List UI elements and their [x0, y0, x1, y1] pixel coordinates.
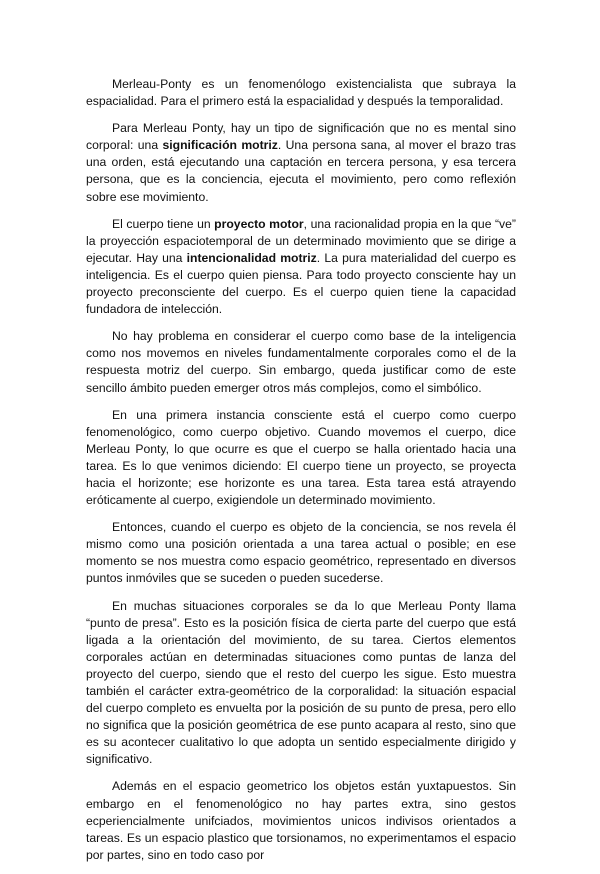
document-body — [86, 76, 516, 874]
paragraph-1-text: Merleau-Ponty es un fenomenólogo existencialista que subraya la espacialidad. Para el primero está la espacialidad y después la temporalidad. — [86, 77, 516, 109]
paragraph-5-text: En una primera instancia consciente está el cuerpo como cuerpo fenomenológico, como cuerpo objetivo. Cuando movemos el cuerpo, dice Merleau Ponty, lo que ocurre es que el cuerpo se halla orientado hacia una tarea. Es lo que venimos diciendo: El cuerpo tiene un proyecto, se proyecta hacia el horizonte; ese horizonte es una tarea. Esta tarea está atrayendo eróticamente al cuerpo, exigiendole un determinado movimiento. — [86, 407, 516, 508]
paragraph-3-text: , una racionalidad propia en la que “ve” la proyección espaciotemporal de un determinado movimiento que se dirige a ejecutar. Hay una — [86, 216, 516, 265]
paragraph-4 — [86, 328, 516, 396]
bold-term-intencionalidad-motriz: intencionalidad motriz — [186, 250, 317, 265]
paragraph-8 — [86, 778, 516, 863]
paragraph-3-text: . La pura materialidad del cuerpo es inteligencia. Es el cuerpo quien piensa. Para todo proyecto consciente hay un proyecto preconsciente del cuerpo. Es el cuerpo quien tiene la capacidad fundadora de intelección. — [86, 250, 516, 317]
paragraph-2 — [86, 120, 516, 205]
paragraph-4-text: No hay problema en considerar el cuerpo como base de la inteligencia como nos movemos en niveles fundamentalmente corporales como el de la respuesta motriz del cuerpo. Sin embargo, queda justificar como de este sencillo ámbito pueden emerger otros más complejos, como el simbólico. — [86, 329, 516, 395]
paragraph-7-text: En muchas situaciones corporales se da lo que Merleau Ponty llama “punto de presa”. Esto es la posición física de cierta parte del cuerpo que está ligada a la orientación del movimiento, de su tarea. Ciertos elementos corporales actúan en determinadas situaciones como puntas de lanza del proyecto del cuerpo, siendo que el resto del cuerpo les sigue. Esto muestra también el carácter extra-geométrico de la corporalidad: la situación espacial del cuerpo completo es envuelta por la posición de su punto de presa, pero ello no significa que la posición geométrica de ese punto acapara al resto, sino que es su acontecer cualitativo lo que adopta un sentido especialmente dirigido y significativo. — [86, 598, 516, 767]
bold-term-significacion-motriz: significación motriz — [162, 138, 278, 153]
paragraph-6-text: Entonces, cuando el cuerpo es objeto de la conciencia, se nos revela él mismo como una posición orientada a una tarea actual o posible; en ese momento se nos muestra como espacio geométrico, representado en diversos puntos inmóviles que se suceden o pueden sucederse. — [86, 520, 516, 586]
paragraph-6 — [86, 519, 516, 587]
paragraph-1 — [86, 76, 516, 110]
paragraph-2-text: Para Merleau Ponty, hay un tipo de significación que no es mental sino corporal: una — [86, 121, 516, 153]
paragraph-5 — [86, 407, 516, 510]
paragraph-2-text: . Una persona sana, al mover el brazo tras una orden, está ejecutando una captación en tercera persona, y esa tercera persona, que es la conciencia, ejecuta el movimiento, pero como reflexión sobre ese movimiento. — [86, 138, 516, 204]
paragraph-7 — [86, 598, 516, 769]
paragraph-3-text: El cuerpo tiene un — [112, 216, 215, 231]
bold-term-proyecto-motor: proyecto motor — [214, 216, 304, 231]
paragraph-8-text: Además en el espacio geometrico los objetos están yuxtapuestos. Sin embargo en el fenomenológico no hay partes extra, sino gestos ecperiencialmente unifciados, movimientos unicos indivisos orientados a tareas. Es un espacio plastico que torsionamos, no experimentamos el espacio por partes, sino en todo caso por — [86, 779, 516, 862]
paragraph-3 — [86, 216, 516, 319]
